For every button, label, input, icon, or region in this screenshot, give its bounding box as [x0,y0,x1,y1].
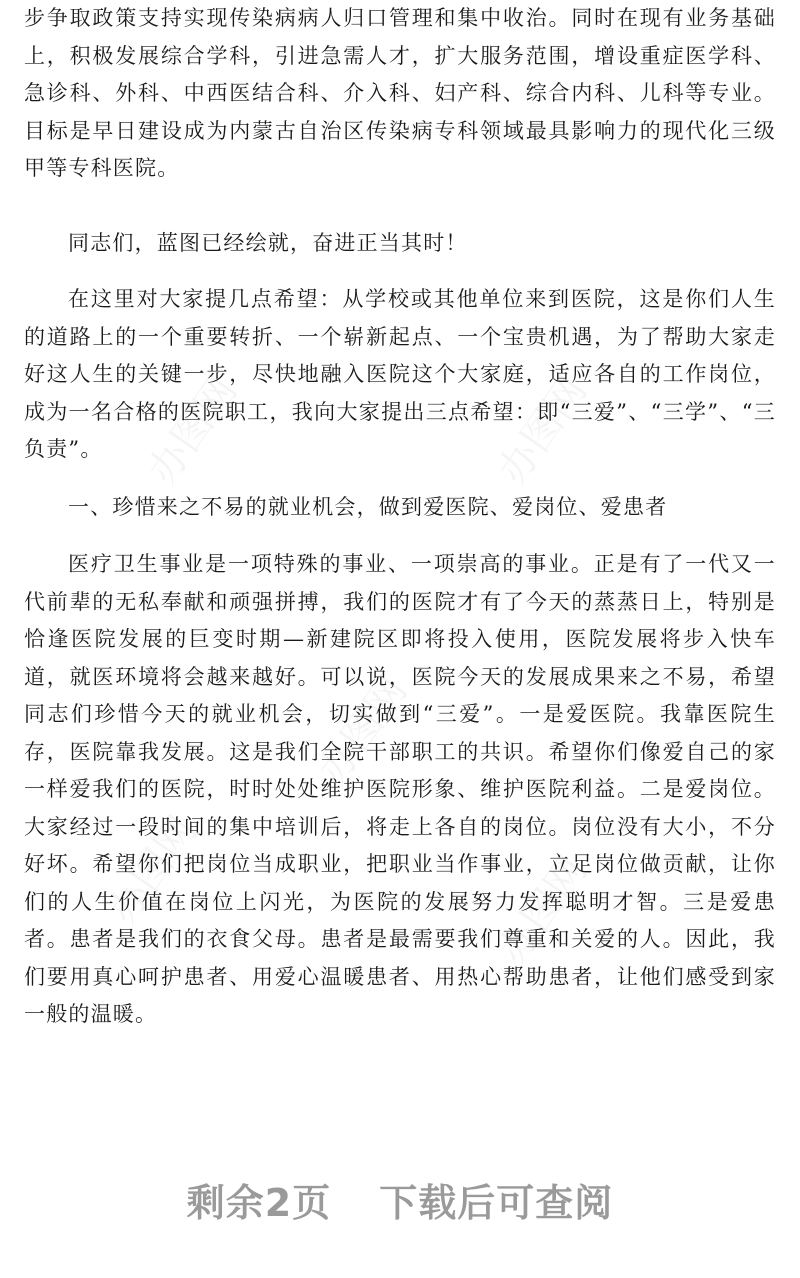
paragraph: 同志们，蓝图已经绘就，奋进正当其时！ [68,231,468,255]
paragraph: 步争取政策支持实现传染病病人归口管理和集中收治。同时在现有业务基础上，积极发展综合学科，引进急需人才，扩大服务范围，增设重症医学科、急诊科、外科、中西医结合科、介入科、妇产科、综合内科、儿科等专业。目标是早日建设成为内蒙古自治区传染病专科领域最具影响力的现代化三级甲等专科医院。 [24,6,776,180]
remaining-pages-label: 剩余2页 [186,1181,332,1225]
download-hint-label: 下载后可查阅 [379,1181,614,1225]
paragraph: 医疗卫生事业是一项特殊的事业、一项崇高的事业。正是有了一代又一代前辈的无私奉献和顽强拼搏，我们的医院才有了今天的蒸蒸日上，特别是恰逢医院发展的巨变时期—新建院区即将投入使用，医院发展将步入快车道，就医环境将会越来越好。可以说，医院今天的发展成果来之不易，希望同志们珍惜今天的就业机会，切实做到“三爱”。一是爱医院。我靠医院生存，医院靠我发展。这是我们全院干部职工的共识。希望你们像爱自己的家一样爱我们的医院，时时处处维护医院形象、维护医院利益。二是爱岗位。大家经过一段时间的集中培训后，将走上各自的岗位。岗位没有大小，不分好坏。希望你们把岗位当成职业，把职业当作事业，立足岗位做贡献，让你们的人生价值在岗位上闪光，为医院的发展努力发挥聪明才智。三是爱患者。患者是我们的衣食父母。患者是最需要我们尊重和关爱的人。因此，我们要用真心呵护患者、用爱心温暖患者、用热心帮助患者，让他们感受到家一般的温暖。 [24,552,776,1026]
paragraph: 在这里对大家提几点希望：从学校或其他单位来到医院，这是你们人生的道路上的一个重要转折、一个崭新起点、一个宝贵机遇，为了帮助大家走好这人生的关键一步，尽快地融入医院这个大家庭，适应各自的工作岗位，成为一名合格的医院职工，我向大家提出三点希望：即“三爱”、“三学”、“三负责”。 [24,287,776,461]
section-heading: 一、珍惜来之不易的就业机会，做到爱医院、爱岗位、爱患者 [68,495,668,519]
download-prompt[interactable] [0,1172,800,1227]
